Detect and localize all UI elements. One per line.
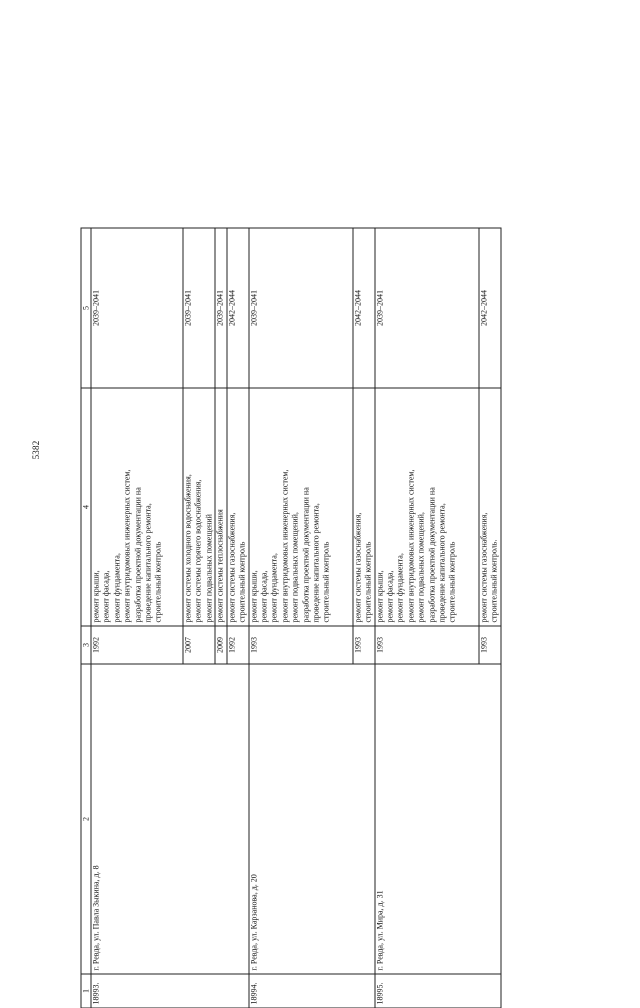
header-col-2: 2	[81, 664, 91, 974]
term-cell: 2042–2044	[478, 228, 500, 388]
work-line: ремонт системы холодного водоснабжения,	[183, 473, 192, 622]
record-number: 18994.	[248, 982, 258, 1004]
rotated-table-canvas	[80, 228, 505, 1008]
work-line: строительный контроль	[321, 541, 331, 622]
record-number-cell	[374, 974, 500, 1008]
year-cell: 1993	[352, 626, 374, 664]
table-row	[248, 228, 352, 1008]
record-number-cell	[91, 974, 249, 1008]
work-line: разработка проектной документации на	[300, 486, 310, 622]
table-header	[81, 228, 91, 1008]
works-cell	[248, 388, 352, 626]
works-cell	[478, 388, 500, 626]
term-cell: 2039–2041	[183, 228, 215, 388]
repair-schedule-table	[80, 227, 501, 1008]
work-line: ремонт фундамента,	[395, 552, 405, 622]
term-cell: 2042–2044	[226, 228, 248, 388]
work-line: строительный контроль	[237, 541, 247, 622]
work-line: ремонт фасада,	[259, 570, 269, 622]
term-cell: 2042–2044	[352, 228, 374, 388]
work-line: ремонт внутридомовых инженерных систем,	[405, 469, 415, 622]
work-line: ремонт фундамента,	[111, 552, 121, 622]
year-cell: 2009	[215, 626, 226, 664]
work-line: ремонт системы теплоснабжения	[215, 508, 225, 622]
header-row	[81, 228, 91, 1008]
header-col-5: 5	[81, 228, 91, 388]
work-line: разработка проектной документации на	[132, 486, 142, 622]
work-line: строительный контроль	[363, 541, 373, 622]
work-line: ремонт фундамента,	[269, 552, 279, 622]
work-line: разработка проектной документации на	[426, 486, 436, 622]
table-body	[91, 228, 501, 1008]
work-line: ремонт системы газоснабжения,	[478, 512, 488, 622]
year-cell: 1993	[374, 626, 478, 664]
work-line: ремонт системы газоснабжения,	[352, 512, 362, 622]
works-cell	[226, 388, 248, 626]
record-number-cell	[248, 974, 374, 1008]
work-line: проведение капитального ремонта,	[311, 502, 321, 622]
year-cell: 1993	[248, 626, 352, 664]
works-cell	[352, 388, 374, 626]
page-number: 5382	[31, 440, 41, 460]
work-line: строительный контроль	[447, 541, 457, 622]
term-cell: 2039–2041	[91, 228, 183, 388]
table-row	[91, 228, 183, 1008]
term-cell: 2039–2041	[215, 228, 226, 388]
header-col-1: 1	[81, 974, 91, 1008]
header-col-4: 4	[81, 388, 91, 626]
header-col-3: 3	[81, 626, 91, 664]
work-line: ремонт внутридомовых инженерных систем,	[279, 469, 289, 622]
work-line: ремонт подвальных помещений,	[290, 511, 300, 622]
record-number: 18993.	[91, 982, 100, 1004]
record-number: 18995.	[374, 982, 384, 1004]
year-cell: 1993	[478, 626, 500, 664]
work-line: ремонт фасада,	[101, 570, 111, 622]
term-cell: 2039–2041	[374, 228, 478, 388]
works-cell	[215, 388, 226, 626]
work-line: проведение капитального ремонта,	[437, 502, 447, 622]
work-line: строительный контроль	[153, 541, 163, 622]
work-line: ремонт подвальных помещений,	[416, 511, 426, 622]
work-line: ремонт внутридомовых инженерных систем,	[122, 469, 132, 622]
year-cell: 2007	[183, 626, 215, 664]
work-line: ремонт подвальных помещений	[203, 513, 213, 622]
work-line: ремонт крыши,	[248, 569, 258, 622]
address-cell: г. Ревда, ул. Карзанова, д. 20	[248, 664, 374, 974]
work-line: ремонт системы горячего водоснабжения,	[193, 479, 203, 622]
term-cell: 2039–2041	[248, 228, 352, 388]
work-line: проведение капитального ремонта,	[143, 502, 153, 622]
work-line: ремонт крыши,	[374, 569, 384, 622]
works-cell	[374, 388, 478, 626]
work-line: ремонт фасада,	[385, 570, 395, 622]
year-cell: 1992	[226, 626, 248, 664]
works-cell	[91, 388, 183, 626]
work-line: ремонт крыши,	[91, 569, 100, 622]
works-cell	[183, 388, 215, 626]
year-cell: 1992	[91, 626, 183, 664]
table-row	[374, 228, 478, 1008]
address-cell: г. Ревда, ул. Мира, д. 31	[374, 664, 500, 974]
work-line: ремонт системы газоснабжения,	[226, 512, 236, 622]
work-line: строительный контроль.	[489, 539, 499, 622]
address-cell: г. Ревда, ул. Павла Зыкина, д. 8	[91, 664, 249, 974]
